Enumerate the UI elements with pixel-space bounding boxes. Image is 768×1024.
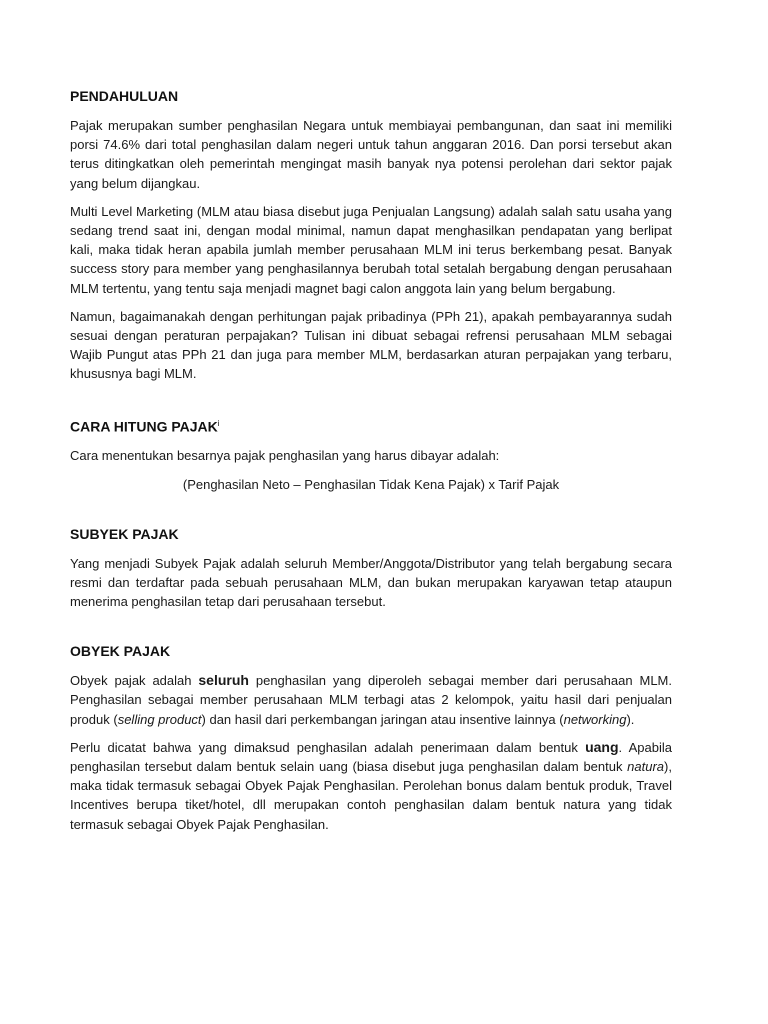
text-run: . Apabila penghasilan tersebut dalam bentuk selain uang (biasa disebut juga penghasilan dalam bentuk bbox=[70, 739, 672, 774]
heading-text: CARA HITUNG PAJAK bbox=[70, 418, 218, 435]
text-run: Perlu dicatat bahwa yang dimaksud penghasilan adalah penerimaan dalam bentuk bbox=[70, 739, 586, 755]
italic-selling-product: selling product bbox=[117, 711, 202, 727]
paragraph-object-2 bbox=[70, 738, 672, 834]
italic-networking: networking bbox=[563, 711, 627, 727]
text-run: ), maka tidak termasuk sebagai Obyek Pajak Penghasilan. Perolehan bonus dalam bentuk produk, Travel Incentives berupa tiket/hotel, dll merupakan contoh penghasilan dalam bentuk natura yang tidak termasuk sebagai Obyek Pajak Penghasilan. bbox=[70, 758, 672, 832]
text-run: ). bbox=[626, 711, 635, 727]
emphasis-uang: uang bbox=[585, 738, 619, 755]
paragraph-intro-1: Pajak merupakan sumber penghasilan Negara untuk membiayai pembangunan, dan saat ini memiliki porsi 74.6% dari total penghasilan dalam negeri untuk tahun anggaran 2016. Dan porsi tersebut akan terus ditingkatkan oleh pemerintah mengingat masih banyak nya potensi perolehan dari sektor pajak yang belum dijangkau. bbox=[70, 118, 672, 191]
emphasis-seluruh: seluruh bbox=[198, 672, 249, 689]
text-run: penghasilan yang diperoleh sebagai member dari perusahaan MLM. Penghasilan sebagai member perusahaan MLM terbagi atas 2 kelompok, yaitu hasil dari penjualan produk ( bbox=[70, 673, 673, 727]
text-run: ) dan hasil dari perkembangan jaringan atau insentive lainnya ( bbox=[201, 711, 564, 727]
section-heading-pendahuluan: PENDAHULUAN bbox=[70, 88, 179, 104]
italic-natura: natura bbox=[627, 758, 665, 774]
text-run: Obyek pajak adalah bbox=[70, 673, 199, 689]
section-heading-obyek-pajak: OBYEK PAJAK bbox=[70, 643, 171, 660]
section-heading-subyek-pajak: SUBYEK PAJAK bbox=[70, 525, 179, 542]
section-heading-cara-hitung-pajak bbox=[70, 414, 672, 437]
footnote-marker: i bbox=[217, 418, 220, 428]
paragraph-calc-1: Cara menentukan besarnya pajak penghasilan yang harus dibayar adalah: bbox=[70, 448, 500, 464]
paragraph-intro-2: Multi Level Marketing (MLM atau biasa disebut juga Penjualan Langsung) adalah salah satu usaha yang sedang trend saat ini, dengan modal minimal, namun dapat menghasilkan pendapatan yang berlipat kali, maka tidak heran apabila jumlah member perusahaan MLM ini terus berkembang pesat. Banyak success story para member yang penghasilannya berubah total setalah bergabung dengan perusahaan MLM tertentu, yang tentu saja menjadi magnet bagi calon anggota lain yang belum bergabung. bbox=[70, 203, 672, 296]
tax-formula: (Penghasilan Neto – Penghasilan Tidak Kena Pajak) x Tarif Pajak bbox=[182, 476, 560, 492]
paragraph-subject-1: Yang menjadi Subyek Pajak adalah seluruh Member/Anggota/Distributor yang telah bergabung secara resmi dan terdaftar pada sebuah perusahaan MLM, dan bukan merupakan karyawan tetap ataupun menerima penghasilan tetap dari perusahaan tersebut. bbox=[70, 555, 672, 609]
paragraph-intro-3: Namun, bagaimanakah dengan perhitungan pajak pribadinya (PPh 21), apakah pembayarannya sudah sesuai dengan peraturan perpajakan? Tulisan ini dibuat sebagai refrensi perusahaan MLM sebagai Wajib Pungut atas PPh 21 dan juga para member MLM, berdasarkan aturan perpajakan yang terbaru, khususnya bagi MLM. bbox=[70, 308, 672, 382]
paragraph-object-1 bbox=[70, 671, 672, 729]
